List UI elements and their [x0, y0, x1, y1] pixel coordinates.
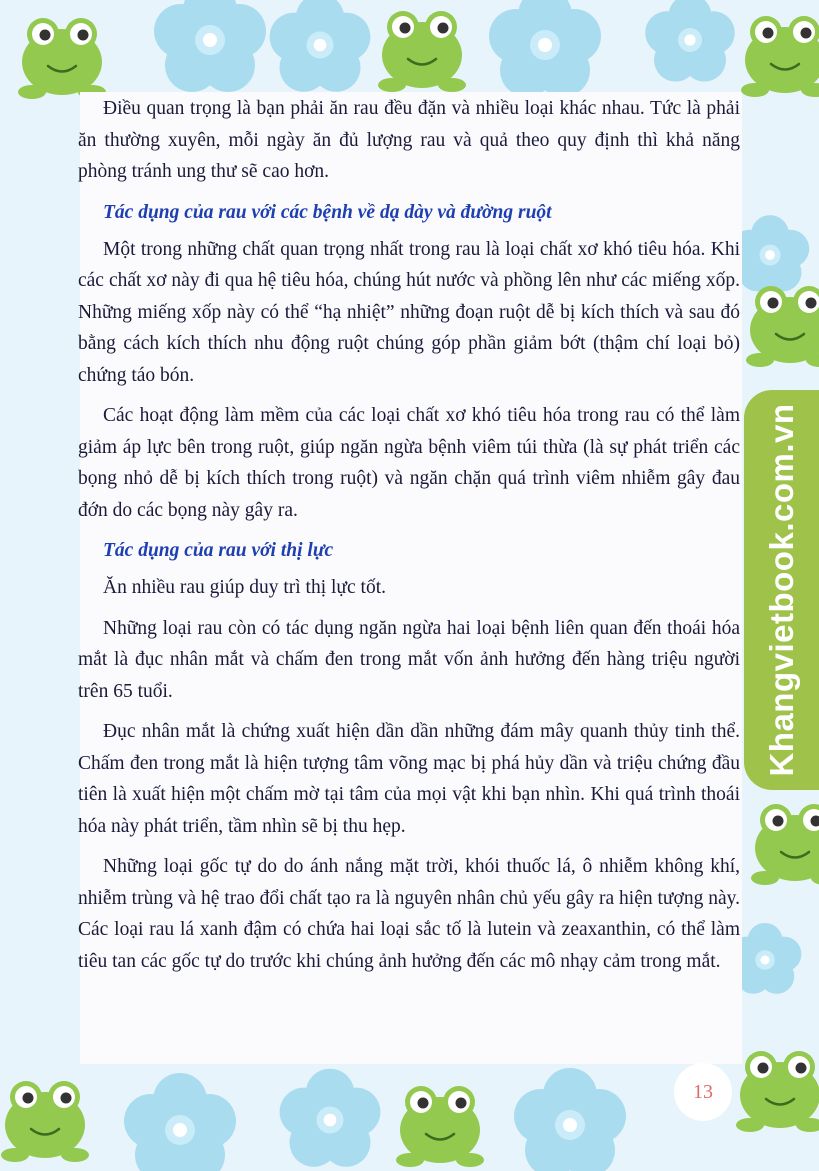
flower-icon — [514, 1068, 626, 1171]
publisher-label: Khangvietbook.com.vn — [763, 403, 800, 777]
flower-icon — [489, 0, 601, 97]
frog-icon — [1, 1081, 89, 1162]
paragraph: Một trong những chất quan trọng nhất trong rau là loại chất xơ khó tiêu hóa. Khi các chất xơ này đi qua hệ tiêu hóa, chúng hút nước và phồng lên như các miếng xốp. Những miếng xốp này có thể “hạ nhiệt” những đoạn ruột dễ bị kích thích và sau đó bằng cách kích thích nhu động ruột chúng góp phần giảm bớt (thậm chí loại bỏ) chứng táo bón. — [78, 238, 740, 386]
page-content — [78, 93, 740, 986]
frog-icon — [396, 1086, 484, 1167]
frog-icon — [751, 804, 819, 885]
section-heading: Tác dụng của rau với thị lực — [103, 540, 334, 561]
paragraph: Ăn nhiều rau giúp duy trì thị lực tốt. — [103, 577, 386, 598]
frog-icon — [378, 11, 466, 92]
flower-icon — [280, 1069, 381, 1167]
paragraph: Những loại gốc tự do do ánh nắng mặt trời, khói thuốc lá, ô nhiễm không khí, nhiễm trùng và hệ trao đổi chất tạo ra là nguyên nhân chủ yếu gây ra hiện tượng này. Các loại rau lá xanh đậm có chứa hai loại sắc tố là lutein và zeaxanthin, có thể làm tiêu tan các gốc tự do trước khi chúng ảnh hưởng đến các mô nhạy cảm trong mắt. — [78, 856, 740, 972]
flower-icon — [124, 1073, 236, 1171]
section-heading: Tác dụng của rau với các bệnh về dạ dày và đường ruột — [103, 201, 552, 223]
paragraph: Các hoạt động làm mềm của các loại chất xơ khó tiêu hóa trong rau có thể làm giảm áp lực bên trong ruột, giúp ngăn ngừa bệnh viêm túi thừa (là sự phát triển các bọng nhỏ dễ bị kích thích trong ruột) và ngăn chặn quá trình viêm nhiễm gây đau đớn do các bọng này gây ra. — [78, 405, 740, 521]
flower-icon — [270, 0, 371, 92]
frog-icon — [736, 1051, 819, 1132]
paragraph: Những loại rau còn có tác dụng ngăn ngừa hai loại bệnh liên quan đến thoái hóa mắt là đục nhân mắt và chấm đen trong mắt vốn ảnh hưởng đến hàng triệu người trên 65 tuổi. — [78, 617, 740, 702]
paragraph: Điều quan trọng là bạn phải ăn rau đều đặn và nhiều loại khác nhau. Tức là phải ăn thường xuyên, mỗi ngày ăn đủ lượng rau và quả theo quy định thì khả năng phòng tránh ung thư sẽ cao hơn. — [78, 98, 740, 182]
page-number: 13 — [674, 1063, 732, 1121]
flower-icon — [154, 0, 266, 92]
flower-icon — [645, 0, 735, 82]
flower-icon — [731, 215, 809, 291]
frog-icon — [746, 286, 819, 367]
paragraph: Đục nhân mắt là chứng xuất hiện dần dần những đám mây quanh thủy tinh thể. Chấm đen trong mắt là hiện tượng tâm võng mạc bị phá hủy dần và triệu chứng đầu tiên là xuất hiện một chấm mờ tại tâm của mọi vật khi bạn nhìn. Khi quá trình thoái hóa này phát triển, tầm nhìn sẽ bị thu hẹp. — [78, 721, 740, 837]
frog-icon — [18, 18, 106, 99]
frog-icon — [741, 16, 819, 97]
